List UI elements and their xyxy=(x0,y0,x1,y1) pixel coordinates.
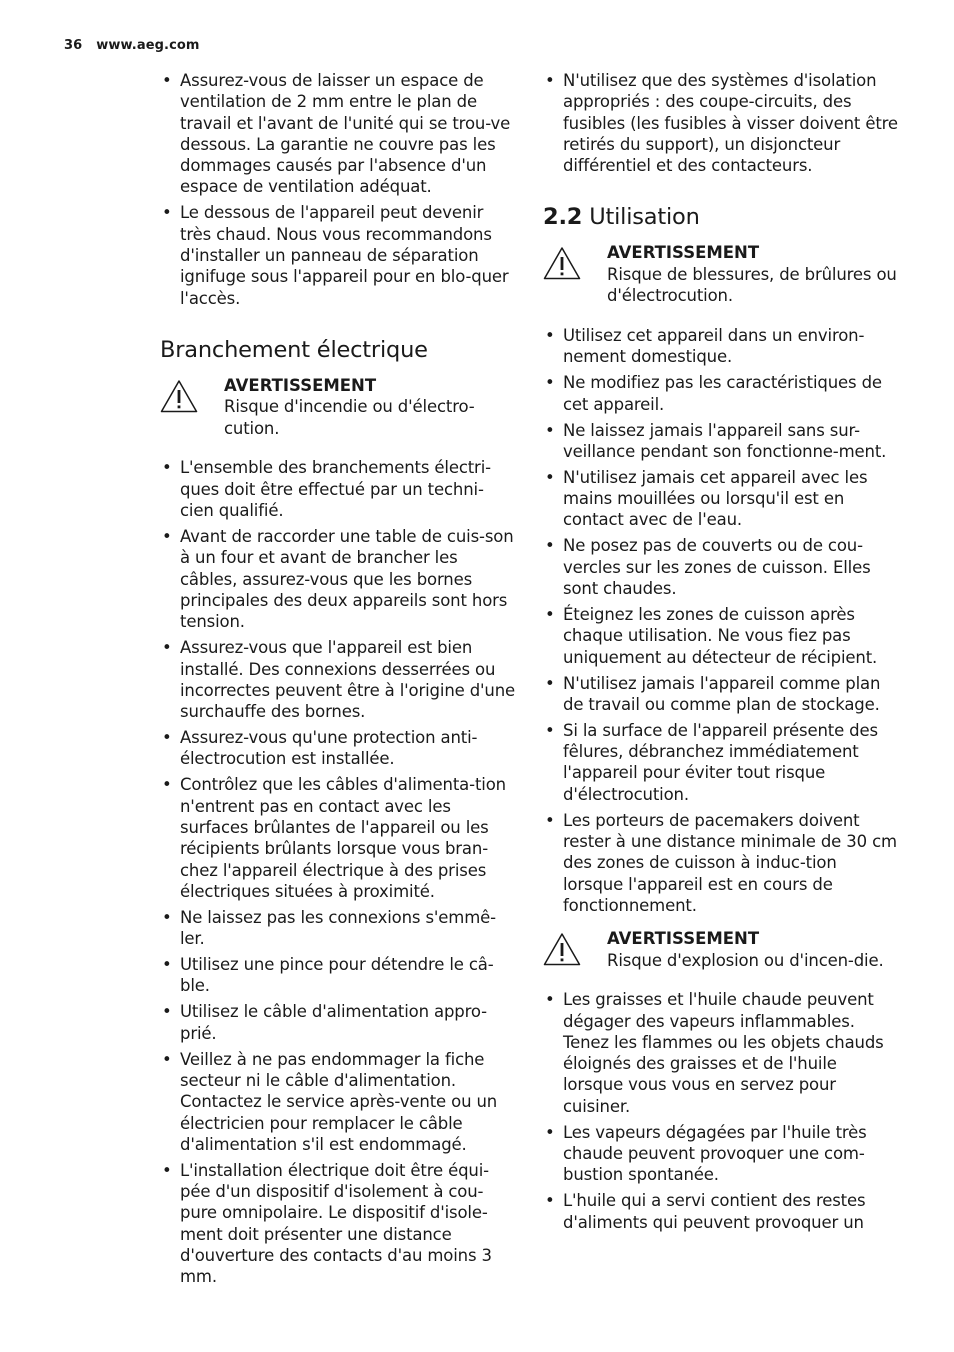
section-title: Utilisation xyxy=(589,204,700,231)
list-item: • Avant de raccorder une table de cuis-son à un four et avant de brancher les câbles, assurez-vous que les bornes principales des deux appareils sont hors tension. xyxy=(160,526,516,632)
list-item: • Contrôlez que les câbles d'alimenta-tion n'entrent pas en contact avec les surfaces brûlantes de l'appareil ou les récipients brûlants lorsque vous bran-chez l'appareil électrique à des prises électriques situées à proximité. xyxy=(160,774,516,902)
list-item: • Ne laissez pas les connexions s'emmê-ler. xyxy=(160,907,516,950)
list-item: • Assurez-vous de laisser un espace de ventilation de 2 mm entre le plan de travail et l'avant de l'unité qui se trou-ve dessous. La garantie ne couvre pas les dommages causés par l'absence d'un espace de ventilation adéquat. xyxy=(160,70,516,198)
list-item: • Les vapeurs dégagées par l'huile très chaude peuvent provoquer une com-bustion spontanée. xyxy=(543,1122,899,1186)
warning-box xyxy=(543,928,899,971)
website-link[interactable]: www.aeg.com xyxy=(96,38,200,53)
list-item: • Les porteurs de pacemakers doivent rester à une distance minimale de 30 cm des zones de cuisson à induc-tion lorsque l'appareil est en cours de fonctionnement. xyxy=(543,810,899,916)
left-column xyxy=(160,70,516,1292)
section-heading-electrical: Branchement électrique xyxy=(160,336,428,363)
page-header xyxy=(64,38,200,53)
fire-hazard-list xyxy=(543,989,899,1233)
list-item: • Si la surface de l'appareil présente des fêlures, débranchez immédiatement l'appareil pour éviter tout risque d'électrocution. xyxy=(543,720,899,805)
list-item: • Ne posez pas de couverts ou de cou-vercles sur les zones de cuisson. Elles sont chaudes. xyxy=(543,535,899,599)
list-item: • N'utilisez que des systèmes d'isolation appropriés : des coupe-circuits, des fusibles (les fusibles à visser doivent être retirés du support), un disjoncteur différentiel et des contacteurs. xyxy=(543,70,899,176)
list-item: • Utilisez le câble d'alimentation appro-prié. xyxy=(160,1001,516,1044)
list-item: • Éteignez les zones de cuisson après chaque utilisation. Ne vous fiez pas uniquement au détecteur de récipient. xyxy=(543,604,899,668)
warning-triangle-icon xyxy=(543,932,581,966)
list-item: • L'ensemble des branchements électri-ques doit être effectué par un techni-cien qualifié. xyxy=(160,457,516,521)
usage-list xyxy=(543,325,899,916)
warning-triangle-icon xyxy=(160,379,198,413)
list-item: • Ne modifiez pas les caractéristiques de cet appareil. xyxy=(543,372,899,415)
electrical-list xyxy=(160,457,516,1287)
section-number: 2.2 xyxy=(543,204,583,231)
section-heading-usage xyxy=(543,203,899,231)
page-number: 36 xyxy=(64,38,83,53)
list-item: • Utilisez cet appareil dans un environ-nement domestique. xyxy=(543,325,899,368)
warning-text: Risque de blessures, de brûlures ou d'électrocution. xyxy=(607,264,897,306)
list-item: • L'installation électrique doit être équi-pée d'un dispositif d'isolement à cou-pure omnipolaire. Le dispositif d'isole-ment doit présenter une distance d'ouverture des contacts d'au moins 3 mm. xyxy=(160,1160,516,1288)
warning-title: AVERTISSEMENT xyxy=(224,375,377,395)
list-item: • L'huile qui a servi contient des restes d'aliments qui peuvent provoquer un xyxy=(543,1190,899,1233)
ventilation-list xyxy=(160,70,516,309)
warning-triangle-icon xyxy=(543,246,581,280)
list-item: • N'utilisez jamais l'appareil comme plan de travail ou comme plan de stockage. xyxy=(543,673,899,716)
warning-text: Risque d'incendie ou d'électro-cution. xyxy=(224,397,475,438)
warning-text: Risque d'explosion ou d'incen-die. xyxy=(607,950,884,970)
list-item: • Ne laissez jamais l'appareil sans sur-veillance pendant son fonctionne-ment. xyxy=(543,420,899,463)
list-item: • Utilisez une pince pour détendre le câ-ble. xyxy=(160,954,516,997)
list-item: • Veillez à ne pas endommager la fiche secteur ni le câble d'alimentation. Contactez le service après-vente ou un électricien pour remplacer le câble d'alimentation s'il est endommagé. xyxy=(160,1049,516,1155)
list-item: • Le dessous de l'appareil peut devenir très chaud. Nous vous recommandons d'installer un panneau de séparation ignifuge sous l'appareil pour en blo-quer l'accès. xyxy=(160,202,516,308)
list-item: • Assurez-vous que l'appareil est bien installé. Des connexions desserrées ou incorrectes peuvent être à l'origine d'une surchauffe des bornes. xyxy=(160,637,516,722)
warning-box xyxy=(160,375,516,440)
list-item: • Assurez-vous qu'une protection anti-électrocution est installée. xyxy=(160,727,516,770)
isolation-list xyxy=(543,70,899,176)
warning-box xyxy=(543,242,899,307)
warning-title: AVERTISSEMENT xyxy=(607,243,760,263)
list-item: • N'utilisez jamais cet appareil avec les mains mouillées ou lorsqu'il est en contact avec de l'eau. xyxy=(543,467,899,531)
list-item: • Les graisses et l'huile chaude peuvent dégager des vapeurs inflammables. Tenez les flammes ou les objets chauds éloignés des graisses et de l'huile lorsque vous vous en servez pour cuisiner. xyxy=(543,989,899,1117)
right-column xyxy=(543,70,899,1238)
warning-title: AVERTISSEMENT xyxy=(607,929,760,949)
